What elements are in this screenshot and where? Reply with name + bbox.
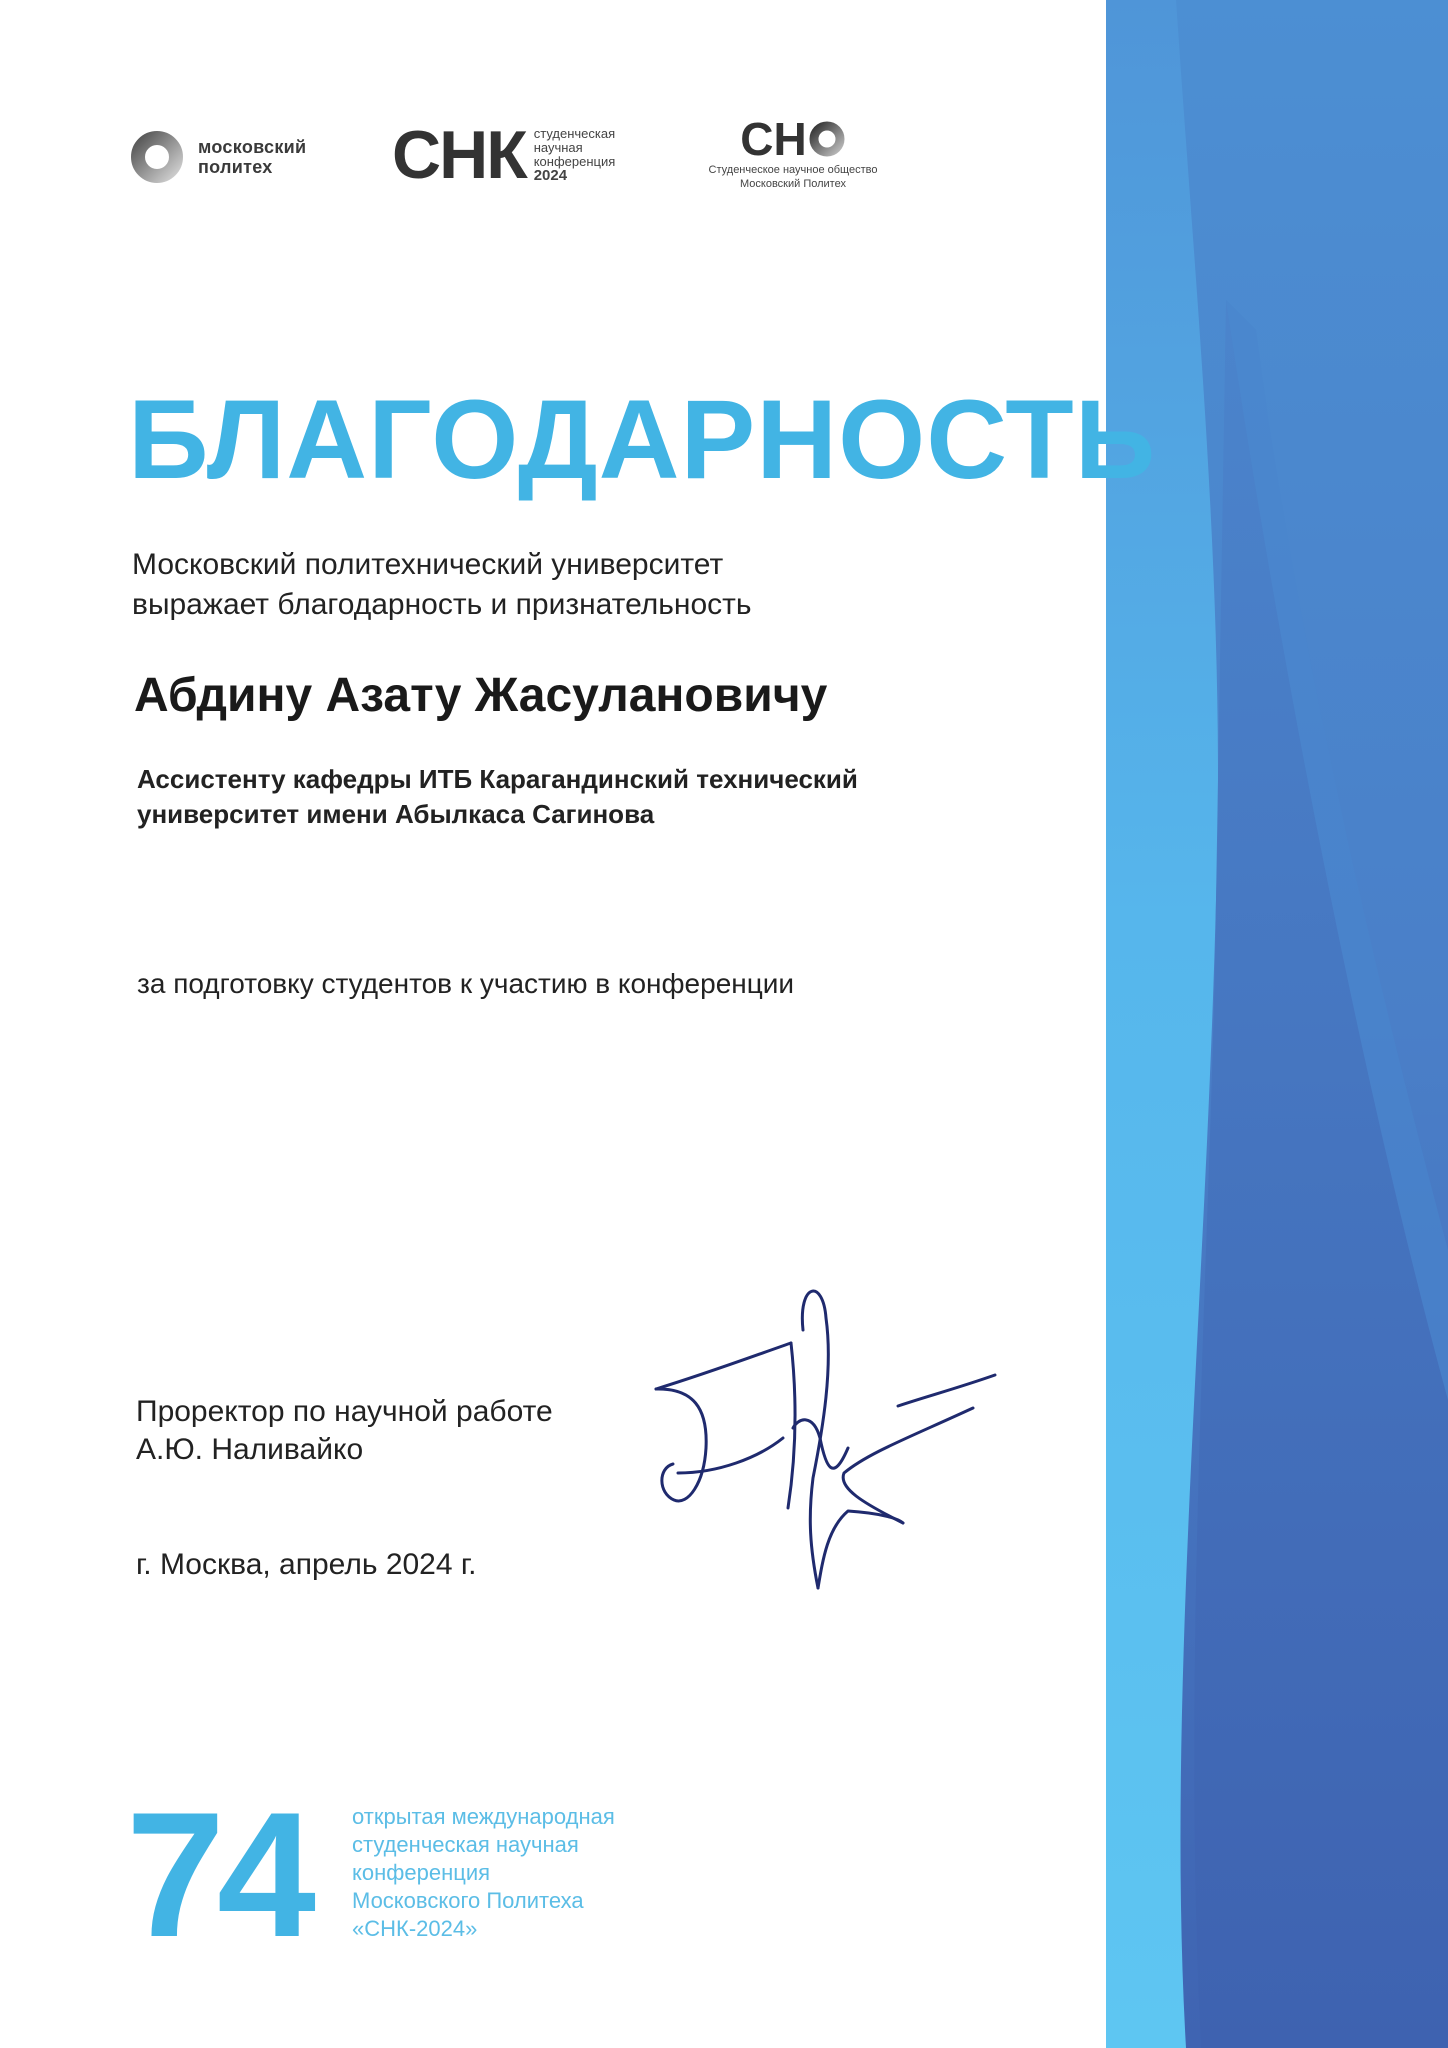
position-line-1: Ассистенту кафедры ИТБ Карагандинский технический	[137, 764, 858, 794]
certificate-title: БЛАГОДАРНОСТЬ	[128, 377, 1157, 502]
signer-name: А.Ю. Наливайко	[136, 1433, 364, 1466]
snk-logo-line3: конференция	[533, 154, 616, 169]
conference-line-5: «СНК-2024»	[352, 1916, 478, 1941]
snk-logo-line1: студенческая	[533, 126, 616, 141]
header-logos	[130, 113, 910, 210]
certificate-intro	[132, 545, 752, 625]
sno-logo-line2: Московский Политех	[740, 178, 846, 190]
intro-line-1: Московский политехнический университет	[132, 548, 724, 581]
sno-ring-icon	[808, 120, 846, 158]
snk-logo-year: 2024	[533, 167, 568, 184]
mospolytech-logo-line2: политех	[198, 157, 273, 177]
snk-logo-abbr: СНК	[392, 117, 526, 193]
mospolytech-logo	[130, 130, 306, 184]
mospolytech-ring-icon	[130, 130, 184, 184]
conference-description	[352, 1803, 615, 1943]
mospolytech-logo-line1: московский	[198, 137, 307, 157]
conference-line-1: открытая международная	[352, 1804, 615, 1829]
recipient-position	[137, 762, 858, 832]
snk-logo	[392, 117, 616, 193]
intro-line-2: выражает благодарность и признательность	[132, 588, 752, 621]
conference-line-4: Московского Политеха	[352, 1888, 584, 1913]
snk-logo-line2: научная	[533, 140, 583, 155]
sno-logo-abbr: СН	[740, 113, 807, 165]
sno-logo-line1: Студенческое научное общество	[708, 164, 878, 176]
conference-line-2: студенческая научная	[352, 1832, 579, 1857]
conference-line-3: конференция	[352, 1860, 491, 1885]
award-reason: за подготовку студентов к участию в конференции	[137, 968, 795, 999]
signer-block	[136, 1393, 553, 1469]
recipient-name: Абдину Азату Жасулановичу	[134, 669, 828, 722]
conference-block	[126, 1775, 686, 1975]
signer-title: Проректор по научной работе	[136, 1395, 553, 1428]
handwritten-signature	[648, 1278, 1008, 1594]
decorative-side-panel	[1106, 0, 1448, 2048]
place-and-date: г. Москва, апрель 2024 г.	[136, 1548, 477, 1581]
conference-number: 74	[126, 1775, 308, 1974]
position-line-2: университет имени Абылкаса Сагинова	[137, 799, 655, 829]
sno-logo	[688, 115, 898, 191]
